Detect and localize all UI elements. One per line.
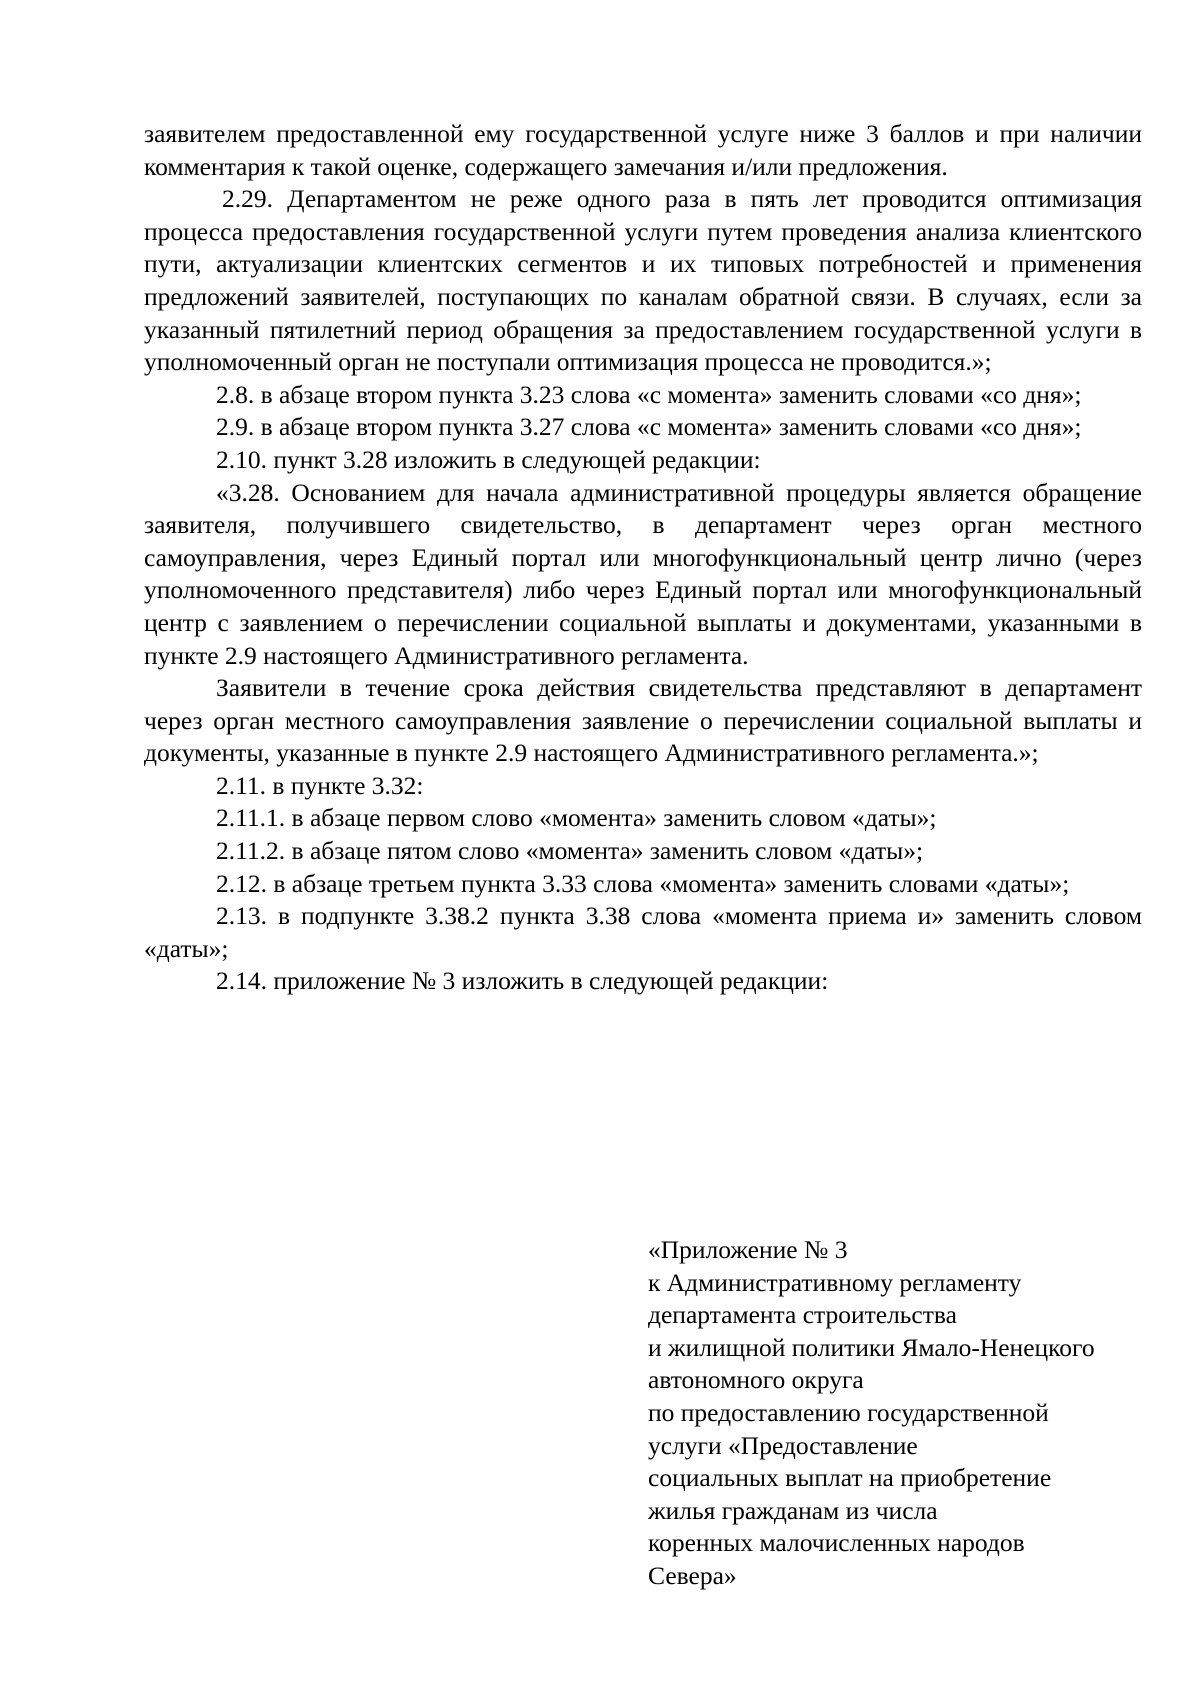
appendix-line: и жилищной политики Ямало-Ненецкого bbox=[648, 1332, 1095, 1362]
paragraph-applicants: Заявители в течение срока действия свидетельства представляют в департамент через орган местного самоуправления заявление о перечислении социальной выплаты и документы, указанные в пункте 2.9 настоящего Административного регламента.»; bbox=[144, 673, 1142, 768]
appendix-line: услуги «Предоставление bbox=[648, 1430, 918, 1460]
appendix-line: автономного округа bbox=[648, 1365, 864, 1395]
paragraph-2-11-2: 2.11.2. в абзаце пятом слово «момента» заменить словом «даты»; bbox=[216, 836, 924, 866]
appendix-line: департамента строительства bbox=[648, 1300, 957, 1330]
appendix-line: по предоставлению государственной bbox=[648, 1397, 1049, 1427]
paragraph-2-12: 2.12. в абзаце третьем пункта 3.33 слова «момента» заменить словами «даты»; bbox=[216, 868, 1070, 898]
paragraph-2-10: 2.10. пункт 3.28 изложить в следующей редакции: bbox=[216, 444, 761, 474]
paragraph-2-11: 2.11. в пункте 3.32: bbox=[216, 770, 424, 800]
paragraph-continuation: заявителем предоставленной ему государственной услуге ниже 3 баллов и при наличии комментария к такой оценке, содержащего замечания и/или предложения. bbox=[144, 119, 1142, 181]
appendix-line: социальных выплат на приобретение bbox=[648, 1463, 1052, 1493]
paragraph-2-13: 2.13. в подпункте 3.38.2 пункта 3.38 слова «момента приема и» заменить словом «даты»; bbox=[144, 901, 1142, 963]
paragraph-3-28: «3.28. Основанием для начала административной процедуры является обращение заявителя, получившего свидетельство, в департамент через орган местного самоуправления, через Единый портал или многофункциональный центр лично (через уполномоченного представителя) либо через Единый портал или многофункциональный центр с заявлением о перечислении социальной выплаты и документами, указанными в пункте 2.9 настоящего Административного регламента. bbox=[144, 477, 1142, 670]
appendix-line: «Приложение № 3 bbox=[648, 1235, 848, 1264]
appendix-line: жилья гражданам из числа bbox=[648, 1495, 938, 1525]
appendix-line: Севера» bbox=[648, 1560, 737, 1590]
paragraph-2-29: 2.29. Департаментом не реже одного раза в пять лет проводится оптимизация процесса предоставления государственной услуги путем проведения анализа клиентского пути, актуализации клиентских сегментов и их типовых потребностей и применения предложений заявителей, поступающих по каналам обратной связи. В случаях, если за указанный пятилетний период обращения за предоставлением государственной услуги в уполномоченный орган не поступали оптимизация процесса не проводится.»; bbox=[144, 184, 1142, 377]
paragraph-2-14: 2.14. приложение № 3 изложить в следующей редакции: bbox=[216, 966, 829, 996]
paragraph-2-9: 2.9. в абзаце втором пункта 3.27 слова «с момента» заменить словами «со дня»; bbox=[216, 412, 1082, 442]
appendix-header bbox=[648, 1234, 1148, 1593]
paragraph-2-8: 2.8. в абзаце втором пункта 3.23 слова «с момента» заменить словами «со дня»; bbox=[216, 379, 1082, 409]
paragraph-2-11-1: 2.11.1. в абзаце первом слово «момента» заменить словом «даты»; bbox=[216, 803, 937, 833]
document-body bbox=[144, 118, 1142, 998]
appendix-line: к Административному регламенту bbox=[648, 1267, 1022, 1297]
appendix-line: коренных малочисленных народов bbox=[648, 1528, 1025, 1558]
